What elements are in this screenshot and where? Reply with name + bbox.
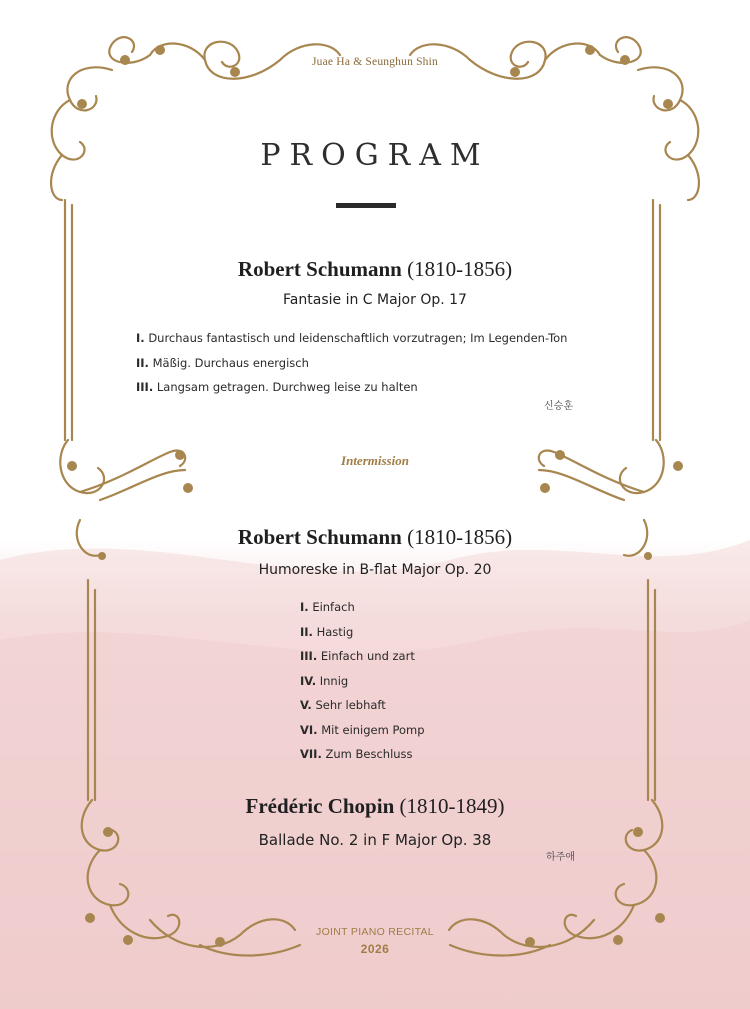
movement-line (300, 698, 386, 712)
movement-text: Innig (319, 674, 349, 688)
page-title: PROGRAM (260, 138, 490, 173)
performer-credit: 하주애 (546, 852, 575, 863)
movement-number: V. (300, 698, 312, 712)
movement-number: III. (300, 649, 318, 663)
composer-years: (1810-1849) (399, 794, 505, 818)
movement-text: Mäßig. Durchaus energisch (152, 356, 309, 370)
movement-line (136, 380, 418, 394)
movement-number: II. (300, 625, 313, 639)
performer-names: Juae Ha & Seunghun Shin (312, 56, 438, 68)
performer-credit: 신승훈 (544, 401, 573, 412)
composer-name: Robert Schumann (237, 257, 402, 281)
movement-text: Langsam getragen. Durchweg leise zu halten (156, 380, 418, 394)
movement-number: III. (136, 380, 154, 394)
composer-name: Robert Schumann (237, 525, 402, 549)
footer-event: JOINT PIANO RECITAL (316, 926, 434, 938)
composer-heading (0, 257, 750, 282)
composer-heading (0, 794, 750, 819)
movement-text: Mit einigem Pomp (321, 723, 425, 737)
composer-years: (1810-1856) (407, 257, 513, 281)
movement-text: Hastig (316, 625, 354, 639)
composer-heading (0, 525, 750, 550)
movement-line (300, 649, 415, 663)
movement-number: I. (136, 331, 145, 345)
footer-year: 2026 (360, 942, 390, 956)
title-underline (336, 203, 396, 208)
movement-line (300, 625, 353, 639)
movement-text: Zum Beschluss (325, 747, 413, 761)
movement-number: VII. (300, 747, 322, 761)
movement-line (136, 331, 567, 345)
work-title: Ballade No. 2 in F Major Op. 38 (258, 831, 492, 849)
movement-text: Sehr lebhaft (315, 698, 386, 712)
movement-text: Einfach und zart (320, 649, 415, 663)
movement-text: Einfach (312, 600, 355, 614)
movement-line (300, 723, 425, 737)
movement-number: VI. (300, 723, 318, 737)
work-title: Fantasie in C Major Op. 17 (283, 292, 467, 308)
movement-number: IV. (300, 674, 317, 688)
intermission-label: Intermission (341, 453, 409, 468)
movement-line (136, 356, 309, 370)
movement-number: II. (136, 356, 149, 370)
composer-years: (1810-1856) (407, 525, 513, 549)
composer-name: Frédéric Chopin (245, 794, 395, 818)
work-title: Humoreske in B-flat Major Op. 20 (258, 562, 492, 578)
movement-line (300, 600, 355, 614)
movement-line (300, 747, 413, 761)
movement-number: I. (300, 600, 309, 614)
movement-line (300, 674, 348, 688)
movement-text: Durchaus fantastisch und leidenschaftlich vorzutragen; Im Legenden-Ton (148, 331, 568, 345)
